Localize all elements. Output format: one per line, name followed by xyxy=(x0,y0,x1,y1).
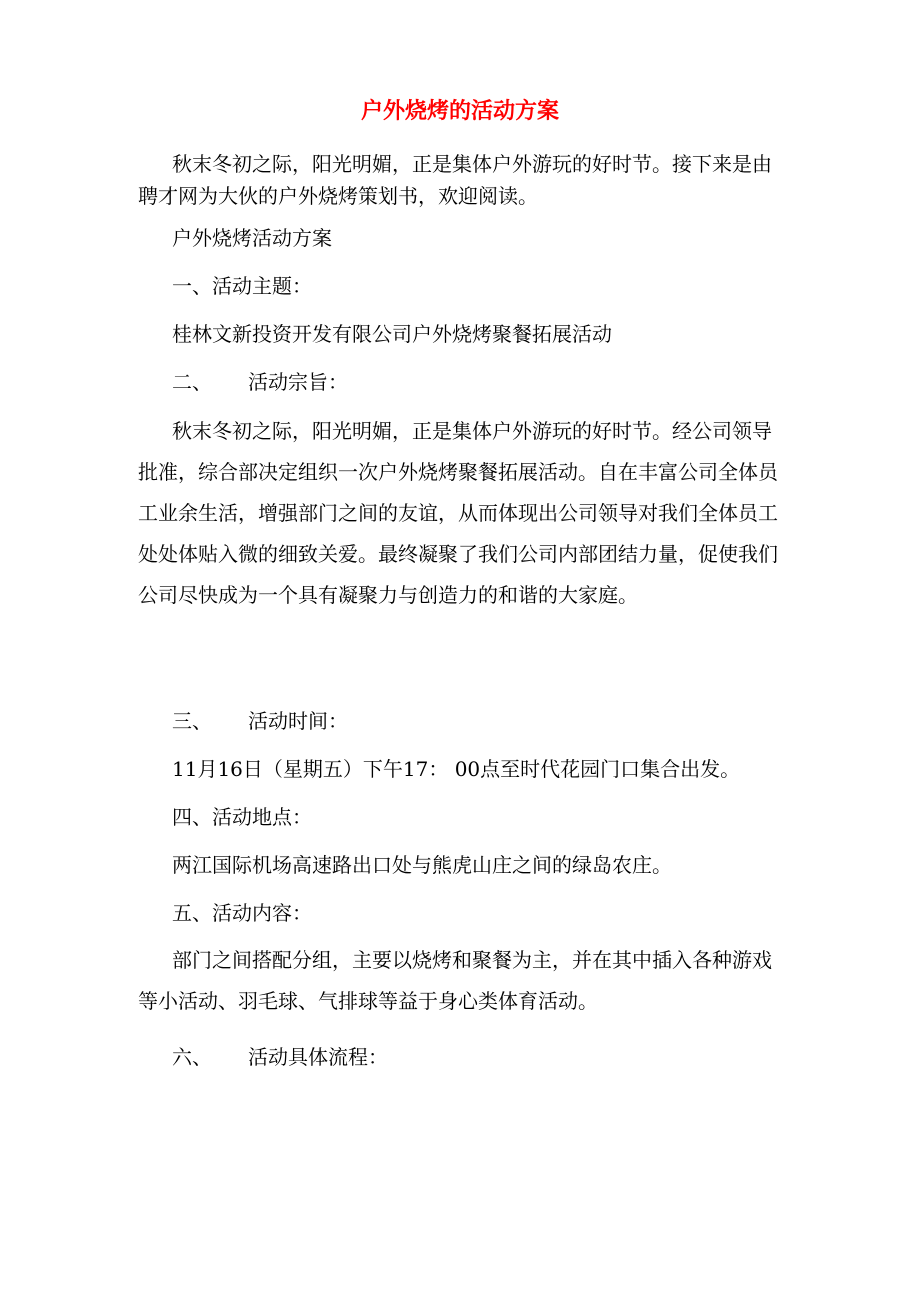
section-time-number: 三、 xyxy=(172,709,212,733)
section-time-content: 11月16日（星期五）下午17： 00点至时代花园门口集合出发。 xyxy=(172,757,741,781)
section-process-heading xyxy=(138,1041,786,1073)
section-purpose-heading xyxy=(138,366,786,398)
section-time-heading xyxy=(138,705,786,737)
section-process-title: 活动具体流程： xyxy=(248,1045,388,1069)
section-theme-content: 桂林文新投资开发有限公司户外烧烤聚餐拓展活动 xyxy=(172,322,612,346)
section-location-content: 两江国际机场高速路出口处与熊虎山庄之间的绿岛农庄。 xyxy=(172,853,672,877)
section-content-content: 部门之间搭配分组，主要以烧烤和聚餐为主，并在其中插入各种游戏等小活动、羽毛球、气排球等益于身心类体育活动。 xyxy=(138,948,772,1013)
section-purpose-number: 二、 xyxy=(172,370,212,394)
section-location-heading: 四、活动地点： xyxy=(172,805,312,829)
section-time-title: 活动时间： xyxy=(248,709,348,733)
section-purpose-title: 活动宗旨： xyxy=(248,370,348,394)
intro-paragraph: 秋末冬初之际，阳光明媚，正是集体户外游玩的好时节。接下来是由聘才网为大伙的户外烧烤策划书，欢迎阅读。 xyxy=(138,152,772,208)
section-purpose-content: 秋末冬初之际，阳光明媚，正是集体户外游玩的好时节。经公司领导批准，综合部决定组织一次户外烧烤聚餐拓展活动。自在丰富公司全体员工业余生活，增强部门之间的友谊，从而体现出公司领导对我们全体员工处处体贴入微的细致关爱。最终凝聚了我们公司内部团结力量，促使我们公司尽快成为一个具有凝聚力与创造力的和谐的大家庭。 xyxy=(138,419,778,607)
plan-subtitle: 户外烧烤活动方案 xyxy=(172,226,332,250)
document-title: 户外烧烤的活动方案 xyxy=(360,98,559,124)
section-process-number: 六、 xyxy=(172,1045,212,1069)
section-theme-heading: 一、活动主题： xyxy=(172,274,312,298)
section-content-heading: 五、活动内容： xyxy=(172,901,312,925)
